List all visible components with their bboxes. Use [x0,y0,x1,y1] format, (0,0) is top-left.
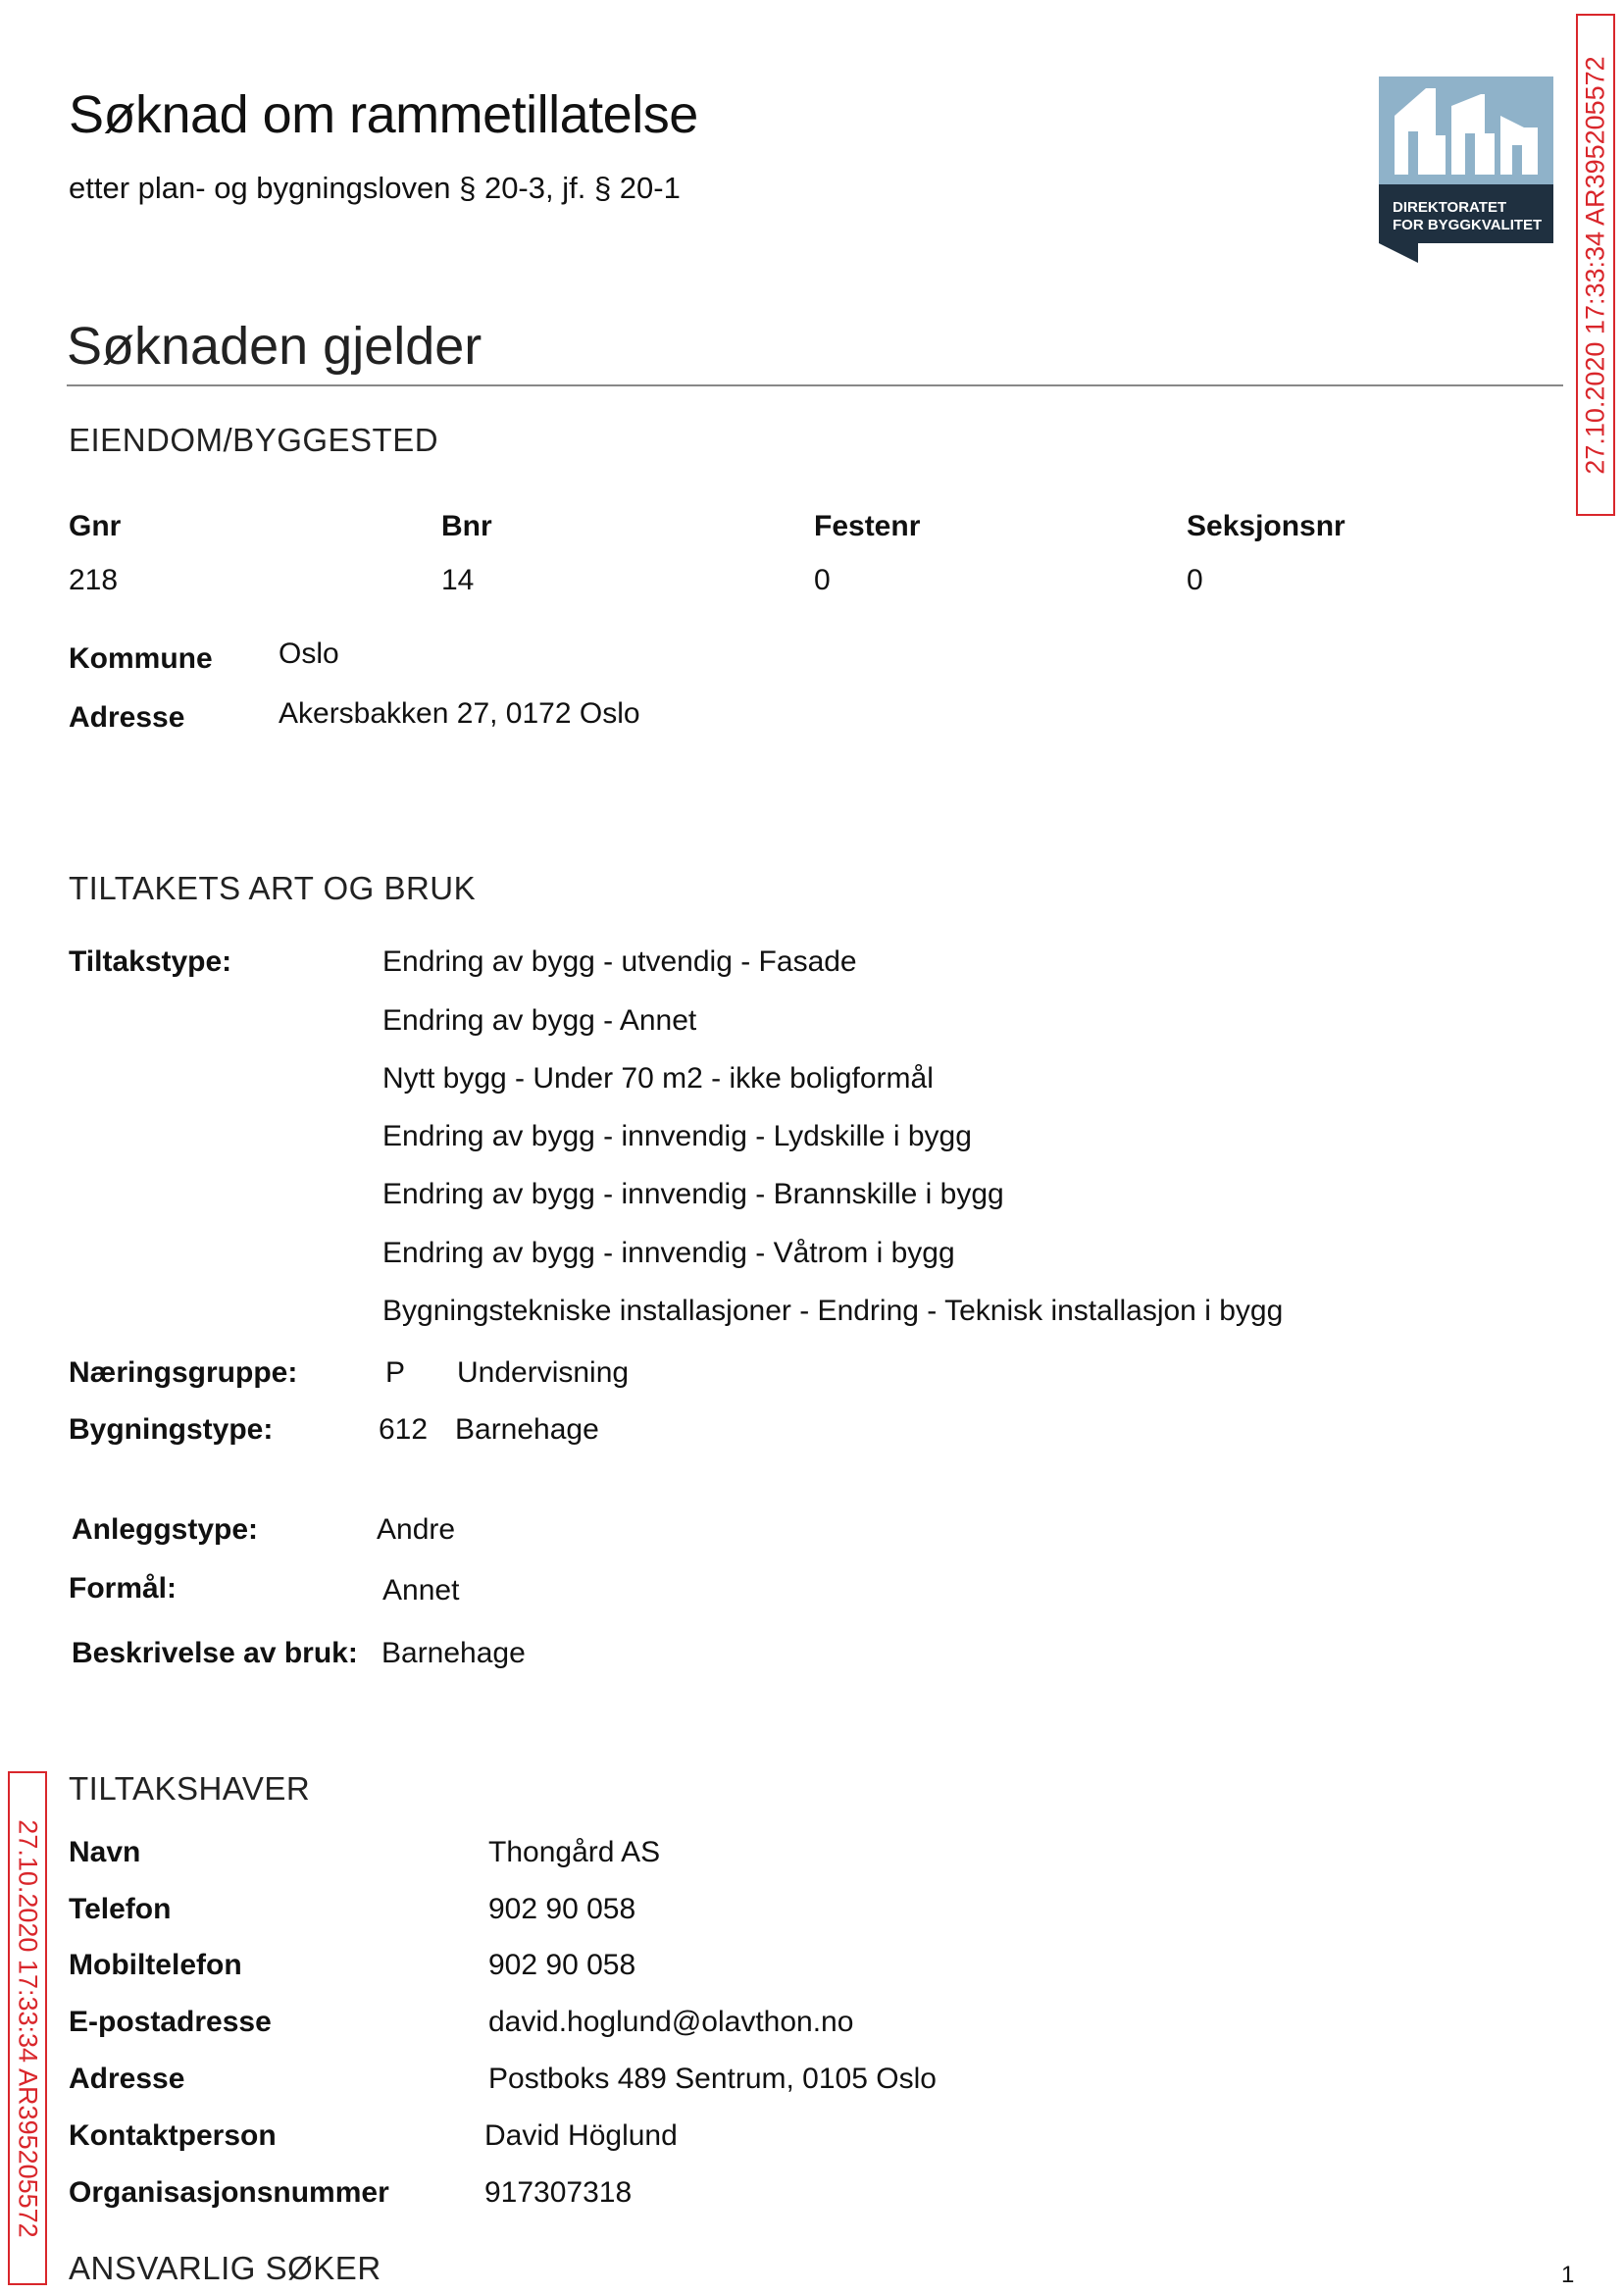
beskrivelse-value: Barnehage [381,1637,526,1669]
eiendom-heading: EIENDOM/BYGGESTED [69,422,439,458]
ansvarlig-soker-heading: ANSVARLIG SØKER [69,2250,381,2286]
bnr-value: 14 [441,564,475,596]
tiltakstype-item: Endring av bygg - Annet [382,1004,697,1037]
anleggstype-label: Anleggstype: [72,1513,259,1546]
seksjonsnr-label: Seksjonsnr [1187,510,1345,542]
telefon-value: 902 90 058 [488,1893,636,1925]
tiltakstype-item: Endring av bygg - innvendig - Våtrom i bygg [382,1237,955,1269]
stamp-text-left: 27.10.2020 17:33:34 AR395205572 [13,1818,43,2238]
kontaktperson-label: Kontaktperson [69,2119,277,2152]
naeringsgruppe-label: Næringsgruppe: [69,1356,298,1389]
naeringsgruppe-code: P [385,1356,406,1389]
tiltakstype-label: Tiltakstype: [69,945,232,978]
dibk-logo [1379,76,1553,263]
festenr-label: Festenr [814,510,921,542]
kommune-label: Kommune [69,642,213,675]
adresse-label: Adresse [69,701,185,734]
gnr-value: 218 [69,564,119,596]
kommune-value: Oslo [279,637,339,670]
formal-value: Annet [382,1574,460,1606]
stamp-top-right [1576,14,1615,516]
adresse-tiltakshaver-value: Postboks 489 Sentrum, 0105 Oslo [488,2063,937,2095]
logo-line1: DIREKTORATET [1393,199,1507,216]
gnr-label: Gnr [69,510,122,542]
tiltakshaver-heading: TILTAKSHAVER [69,1770,311,1807]
festenr-value: 0 [814,564,831,596]
bygningstype-code: 612 [379,1413,429,1446]
tiltakstype-item: Nytt bygg - Under 70 m2 - ikke boligformål [382,1062,934,1095]
section-divider [67,384,1563,386]
naeringsgruppe-value: Undervisning [457,1356,630,1389]
telefon-label: Telefon [69,1893,172,1925]
document-title: Søknad om rammetillatelse [69,85,698,144]
stamp-text: 27.10.2020 17:33:34 AR395205572 [1580,55,1610,475]
epost-label: E-postadresse [69,2006,272,2038]
epost-value: david.hoglund@olavthon.no [488,2006,854,2038]
orgnr-value: 917307318 [484,2176,633,2209]
tiltak-heading: TILTAKETS ART OG BRUK [69,870,477,906]
bygningstype-label: Bygningstype: [69,1413,274,1446]
stamp-left [8,1771,47,2285]
section-heading: Søknaden gjelder [67,317,482,376]
mobil-label: Mobiltelefon [69,1949,242,1981]
tiltakstype-item: Endring av bygg - innvendig - Brannskille i bygg [382,1178,1004,1210]
anleggstype-value: Andre [377,1513,456,1546]
bnr-label: Bnr [441,510,492,542]
tiltakstype-item: Bygningstekniske installasjoner - Endring - Teknisk installasjon i bygg [382,1295,1284,1327]
tiltakstype-item: Endring av bygg - utvendig - Fasade [382,945,857,978]
beskrivelse-label: Beskrivelse av bruk: [72,1637,358,1669]
seksjonsnr-value: 0 [1187,564,1203,596]
tiltakstype-item: Endring av bygg - innvendig - Lydskille i bygg [382,1120,972,1152]
orgnr-label: Organisasjonsnummer [69,2176,389,2209]
bygningstype-value: Barnehage [455,1413,599,1446]
adresse-value: Akersbakken 27, 0172 Oslo [279,697,640,730]
adresse-tiltakshaver-label: Adresse [69,2063,185,2095]
logo-line2: FOR BYGGKVALITET [1393,217,1543,233]
dibk-logo-graphic [1379,76,1553,263]
navn-value: Thongård AS [488,1836,661,1868]
mobil-value: 902 90 058 [488,1949,636,1981]
kontaktperson-value: David Höglund [484,2119,678,2152]
page-number: 1 [1561,2262,1575,2288]
navn-label: Navn [69,1836,141,1868]
formal-label: Formål: [69,1572,178,1605]
document-subtitle: etter plan- og bygningsloven § 20-3, jf. § 20-1 [69,171,681,205]
